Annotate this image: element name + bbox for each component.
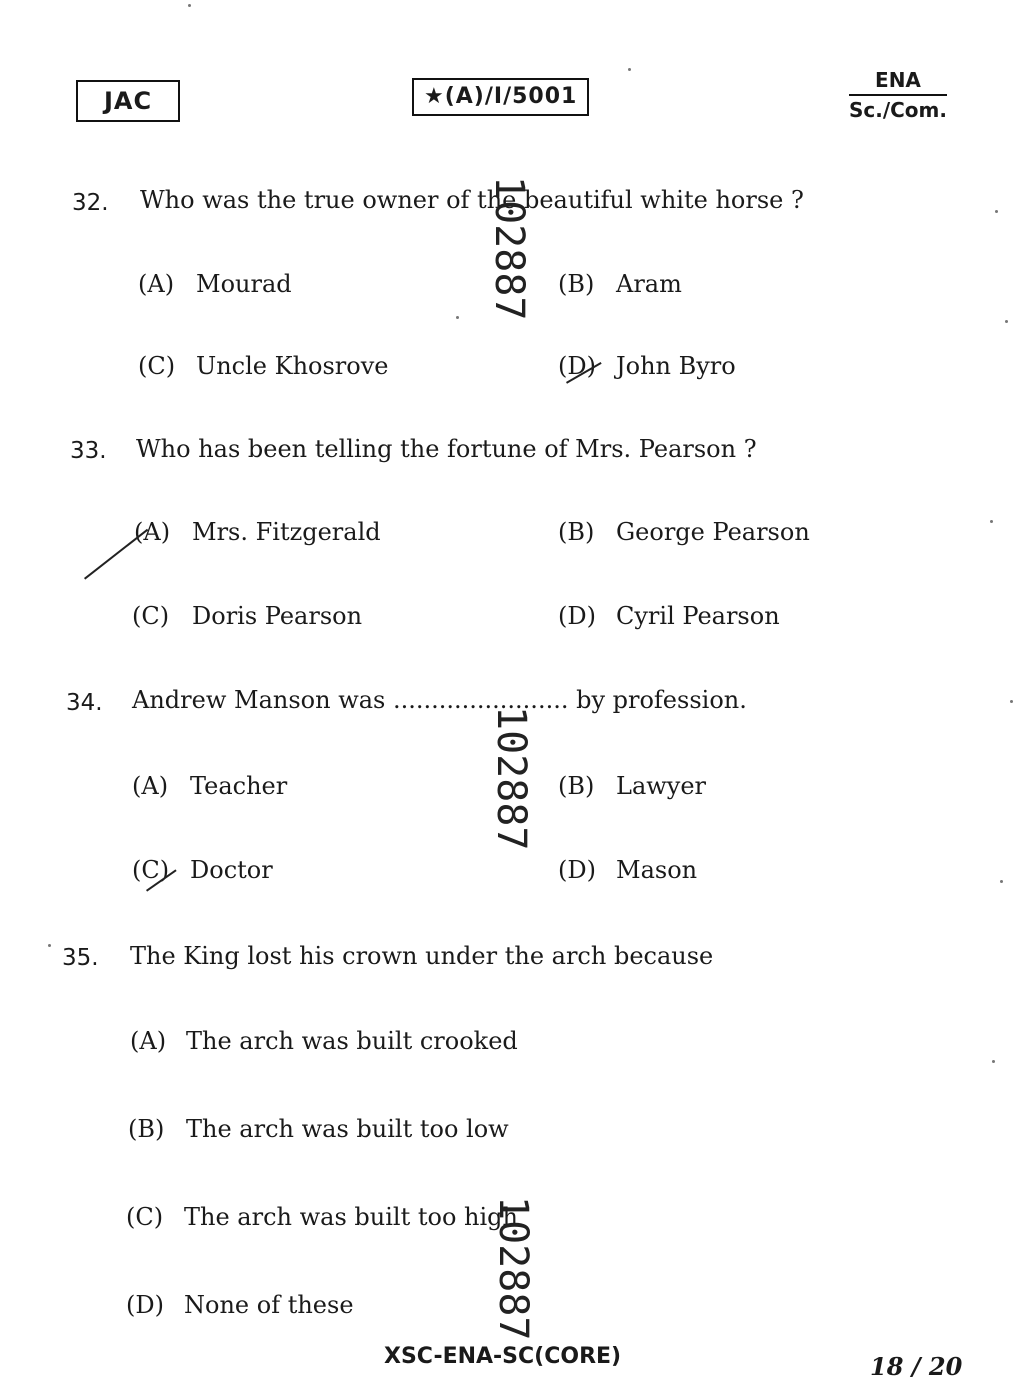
- speckle: [1005, 320, 1008, 323]
- option-label: (B): [558, 772, 595, 800]
- option-text: Cyril Pearson: [616, 602, 780, 630]
- option-text: Mason: [616, 856, 698, 884]
- option-text: Doctor: [190, 856, 273, 884]
- option-label: (C): [132, 856, 170, 884]
- serial-stamp: 102887: [490, 1196, 536, 1341]
- option-text: Teacher: [190, 772, 288, 800]
- stream-label: Sc./Com.: [849, 94, 947, 124]
- question-number: 34.: [66, 690, 103, 716]
- option-label: (C): [126, 1203, 164, 1231]
- speckle: [995, 210, 998, 213]
- option-text: Aram: [616, 270, 682, 298]
- option-text: Mourad: [196, 270, 292, 298]
- option-text: Mrs. Fitzgerald: [192, 518, 381, 546]
- option-label: (B): [558, 518, 595, 546]
- speckle: [456, 316, 459, 319]
- speckle: [188, 4, 191, 7]
- subject-block: [849, 66, 947, 124]
- speckle: [1000, 880, 1003, 883]
- speckle: [48, 944, 51, 947]
- tick-mark: [84, 529, 148, 580]
- option-text: Lawyer: [616, 772, 707, 800]
- option-label: (B): [558, 270, 595, 298]
- question-text: Andrew Manson was ....................... by profession.: [132, 686, 747, 714]
- serial-stamp: 102887: [488, 706, 534, 851]
- question-text: The King lost his crown under the arch because: [130, 942, 714, 970]
- subject-code: ENA: [875, 68, 921, 92]
- option-text: The arch was built crooked: [186, 1027, 518, 1055]
- question-number: 35.: [62, 945, 99, 971]
- speckle: [992, 1060, 995, 1063]
- option-label: (A): [132, 772, 169, 800]
- speckle: [990, 520, 993, 523]
- option-text: John Byro: [616, 352, 736, 380]
- option-text: George Pearson: [616, 518, 810, 546]
- question-number: 33.: [70, 438, 107, 464]
- option-label: (A): [134, 518, 171, 546]
- option-label: (D): [126, 1291, 164, 1319]
- question-number: 32.: [72, 190, 109, 216]
- option-label: (D): [558, 602, 596, 630]
- page-number: 18 / 20: [870, 1352, 963, 1381]
- option-label: (D): [558, 352, 596, 380]
- speckle: [1010, 700, 1013, 703]
- option-label: (D): [558, 856, 596, 884]
- option-text: The arch was built too high: [184, 1203, 518, 1231]
- serial-stamp: 102887: [486, 176, 532, 321]
- option-label: (A): [138, 270, 175, 298]
- option-label: (B): [128, 1115, 165, 1143]
- option-label: (A): [130, 1027, 167, 1055]
- option-label: (C): [132, 602, 170, 630]
- question-text: Who was the true owner of the beautiful white horse ?: [140, 186, 804, 214]
- question-text: Who has been telling the fortune of Mrs. Pearson ?: [136, 435, 757, 463]
- option-label: (C): [138, 352, 176, 380]
- speckle: [628, 68, 631, 71]
- option-text: The arch was built too low: [186, 1115, 509, 1143]
- option-text: None of these: [184, 1291, 354, 1319]
- option-text: Doris Pearson: [192, 602, 363, 630]
- footer-code: XSC-ENA-SC(CORE): [384, 1344, 622, 1369]
- board-label: JAC: [76, 80, 180, 122]
- paper-code: ★(A)/I/5001: [412, 78, 589, 116]
- option-text: Uncle Khosrove: [196, 352, 389, 380]
